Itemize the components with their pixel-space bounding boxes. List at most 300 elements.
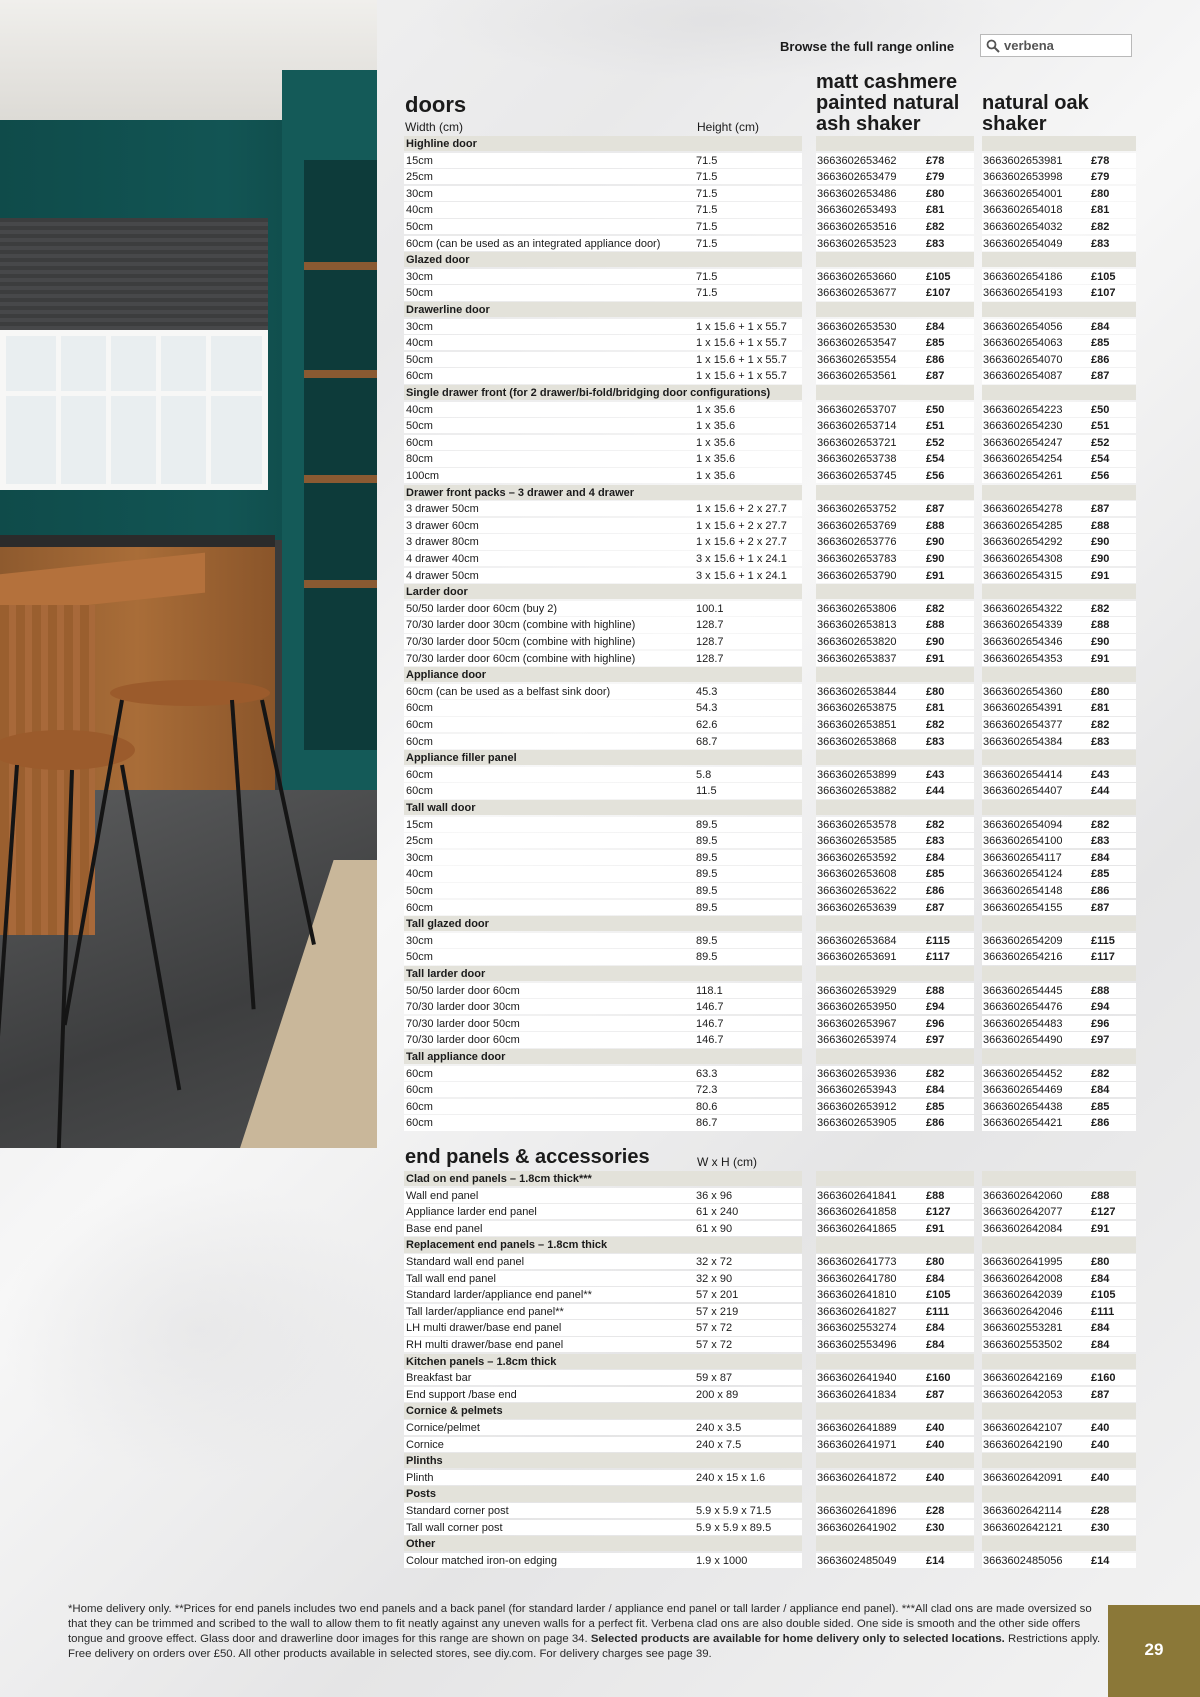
cell-background (982, 750, 1136, 765)
product-name: Tall wall corner post (406, 1521, 503, 1534)
footnote-text: *Home delivery only. **Prices for end panels includes two end panels and a back panel (for standard larder / appliance end panel or tall larder / appliance end panel). ***All clad ons are made oversized so that they can be trimmed and scribed to the wall to allow them to fit neatly against any uneven walls for a perfect fit. Verbena clad ons are also double sided. One side is smooth and the other side offers tongue and groove effect. Glass door and drawerline door images for this range are shown on page 34. (68, 1603, 1092, 1645)
price-ash: £87 (926, 901, 945, 914)
table-row (404, 734, 1132, 751)
product-size: 71.5 (696, 287, 718, 300)
table-row (404, 236, 1132, 253)
product-name: Tall larder/appliance end panel** (406, 1305, 564, 1318)
product-code-oak: 3663602654476 (983, 1001, 1063, 1014)
section-row (404, 136, 1132, 153)
product-code-ash: 3663602653769 (817, 519, 897, 532)
product-code-ash: 3663602653745 (817, 470, 897, 482)
section-title: Other (406, 1538, 436, 1551)
table-row (404, 1221, 1132, 1238)
price-ash: £88 (926, 984, 945, 997)
product-code-ash: 3663602641834 (817, 1388, 897, 1401)
product-size: 61 x 90 (696, 1222, 733, 1235)
table-row (404, 1553, 1132, 1570)
product-code-ash: 3663602653790 (817, 569, 897, 582)
product-name: 15cm (406, 818, 433, 831)
cell-background (982, 1453, 1136, 1468)
table-row (404, 1337, 1132, 1354)
table-row (404, 1032, 1132, 1049)
table-row (404, 169, 1132, 186)
product-name: 30cm (406, 187, 433, 200)
price-ash: £40 (926, 1471, 945, 1484)
kitchen-photo (0, 0, 377, 1148)
product-code-oak: 3663602642053 (983, 1388, 1063, 1401)
product-code-ash: 3663602641889 (817, 1422, 897, 1434)
product-name: 30cm (406, 270, 433, 283)
table-row (404, 617, 1132, 634)
product-name: 60cm (can be used as a belfast sink door) (406, 685, 611, 698)
table-row (404, 534, 1132, 551)
price-ash: £90 (926, 636, 945, 648)
price-ash: £86 (926, 885, 945, 897)
product-name: 30cm (406, 851, 433, 864)
table-row (404, 418, 1132, 435)
product-code-oak: 3663602642114 (983, 1505, 1062, 1517)
product-code-ash: 3663602653561 (817, 370, 897, 383)
product-name: 50cm (406, 951, 433, 964)
product-size: 62.6 (696, 719, 718, 731)
price-ash: £30 (926, 1521, 945, 1534)
product-code-oak: 3663602654223 (983, 403, 1063, 416)
cell-background (816, 485, 974, 500)
product-code-oak: 3663602654117 (983, 851, 1062, 864)
table-row (404, 1387, 1132, 1404)
search-field[interactable] (980, 34, 1132, 57)
cell-background (982, 1171, 1136, 1186)
price-oak: £83 (1091, 835, 1110, 848)
marble-texture (0, 1180, 400, 1480)
cell-background (982, 966, 1136, 981)
cell-background (982, 1354, 1136, 1369)
price-oak: £91 (1091, 1222, 1110, 1235)
product-name: 40cm (406, 868, 433, 881)
product-name: 70/30 larder door 50cm (combine with highline) (406, 636, 636, 648)
cell-background (816, 252, 974, 267)
product-name: Breakfast bar (406, 1372, 472, 1385)
product-code-oak: 3663602654230 (983, 420, 1063, 433)
product-code-ash: 3663602653530 (817, 320, 897, 333)
section-title: Highline door (406, 138, 477, 150)
product-size: 71.5 (696, 204, 718, 217)
table-row (404, 767, 1132, 784)
cell-background (404, 933, 802, 948)
price-ash: £81 (926, 702, 945, 715)
price-ash: £84 (926, 1339, 945, 1351)
price-ash: £84 (926, 1322, 945, 1335)
price-oak: £82 (1091, 221, 1110, 233)
section-row (404, 252, 1132, 269)
product-code-ash: 3663602653851 (817, 719, 897, 731)
cell-background (982, 302, 1136, 317)
product-size: 63.3 (696, 1067, 718, 1080)
price-oak: £90 (1091, 636, 1110, 648)
product-code-oak: 3663602654445 (983, 984, 1063, 997)
section-row (404, 1171, 1132, 1188)
cell-background (404, 1066, 802, 1081)
product-code-ash: 3663602653660 (817, 270, 897, 283)
product-size: 146.7 (696, 1001, 724, 1014)
product-name: 50cm (406, 885, 433, 897)
price-ash: £87 (926, 370, 945, 383)
table-row (404, 1503, 1132, 1520)
price-oak: £127 (1091, 1206, 1116, 1219)
price-oak: £90 (1091, 536, 1110, 549)
product-name: 60cm (can be used as an integrated appliance door) (406, 237, 661, 250)
product-code-ash: 3663602641841 (817, 1189, 897, 1202)
product-name: 70/30 larder door 60cm (406, 1034, 520, 1047)
section-row (404, 667, 1132, 684)
cell-background (404, 169, 802, 184)
product-size: 118.1 (696, 984, 723, 997)
product-code-oak: 3663602654155 (983, 901, 1063, 914)
product-code-ash: 3663602641773 (817, 1256, 897, 1268)
section-title: Appliance filler panel (406, 752, 517, 765)
table-row (404, 783, 1132, 800)
product-size: 3 x 15.6 + 1 x 24.1 (696, 569, 787, 582)
cell-background (404, 468, 802, 483)
section-row (404, 750, 1132, 767)
product-size: 1 x 35.6 (696, 403, 736, 416)
product-name: RH multi drawer/base end panel (406, 1339, 564, 1351)
price-ash: £80 (926, 1256, 945, 1268)
price-ash: £105 (926, 270, 951, 283)
table-row (404, 933, 1132, 950)
price-oak: £87 (1091, 901, 1110, 914)
cell-background (404, 734, 802, 749)
product-size: 57 x 72 (696, 1322, 733, 1335)
product-size: 240 x 15 x 1.6 (696, 1471, 766, 1484)
table-row (404, 319, 1132, 336)
product-name: Standard corner post (406, 1505, 509, 1517)
price-oak: £40 (1091, 1471, 1110, 1484)
cell-background (982, 667, 1136, 682)
price-ash: £87 (926, 503, 945, 516)
product-name: 60cm (406, 702, 433, 715)
product-code-ash: 3663602653929 (817, 984, 897, 997)
price-oak: £82 (1091, 1067, 1110, 1080)
product-code-ash: 3663602653738 (817, 453, 897, 466)
browse-range-label: Browse the full range online (780, 39, 955, 54)
table-row (404, 1287, 1132, 1304)
price-ash: £82 (926, 602, 945, 615)
price-oak: £80 (1091, 685, 1110, 698)
cell-background (982, 584, 1136, 599)
table-row (404, 1082, 1132, 1099)
product-code-oak: 3663602642190 (983, 1438, 1063, 1451)
table-row (404, 601, 1132, 618)
cell-background (404, 1453, 802, 1468)
price-oak: £84 (1091, 1322, 1110, 1335)
product-name: 50cm (406, 221, 433, 233)
product-code-ash: 3663602653783 (817, 553, 897, 565)
product-code-oak: 3663602654377 (983, 719, 1063, 731)
product-name: 50cm (406, 353, 433, 366)
price-oak: £85 (1091, 337, 1110, 350)
product-code-ash: 3663602653752 (817, 503, 897, 516)
price-ash: £14 (926, 1554, 945, 1567)
product-name: 50/50 larder door 60cm (buy 2) (406, 602, 558, 615)
price-oak: £54 (1091, 453, 1110, 466)
section-title: Kitchen panels – 1.8cm thick (406, 1355, 557, 1368)
price-oak: £85 (1091, 868, 1110, 881)
product-code-oak: 3663602654018 (983, 204, 1063, 217)
section-row (404, 385, 1132, 402)
product-code-oak: 3663602654483 (983, 1017, 1063, 1030)
table-row (404, 1520, 1132, 1537)
product-code-ash: 3663602641827 (817, 1305, 897, 1318)
product-size: 128.7 (696, 652, 724, 665)
product-name: 60cm (406, 1100, 433, 1113)
cell-background (816, 385, 974, 400)
product-size: 89.5 (696, 934, 718, 947)
product-code-ash: 3663602653578 (817, 818, 897, 831)
product-size: 57 x 72 (696, 1339, 733, 1351)
price-ash: £78 (926, 154, 945, 167)
cell-background (404, 418, 802, 433)
cell-background (404, 883, 802, 898)
product-name: Base end panel (406, 1222, 483, 1235)
cell-background (816, 136, 974, 151)
price-oak: £82 (1091, 602, 1110, 615)
cell-background (982, 1403, 1136, 1418)
cell-background (816, 800, 974, 815)
product-name: 60cm (406, 1067, 433, 1080)
footnote-bold: Selected products are available for home delivery only to selected locations. (590, 1633, 1005, 1645)
table-row (404, 850, 1132, 867)
footnote-text-end: Restrictions apply. Free delivery on orders over £50. All other products available in selected stores, see diy.com. For delivery charges see page 39. (68, 1633, 1101, 1660)
product-code-ash: 3663602653516 (817, 221, 897, 233)
product-code-oak: 3663602654094 (983, 818, 1063, 831)
cell-background (982, 1536, 1136, 1551)
price-oak: £88 (1091, 984, 1110, 997)
product-size: 89.5 (696, 901, 718, 914)
price-oak: £105 (1091, 1289, 1116, 1302)
product-code-ash: 3663602553274 (817, 1322, 897, 1335)
product-name: Wall end panel (406, 1189, 479, 1202)
product-code-oak: 3663602654124 (983, 868, 1063, 881)
product-size: 1 x 15.6 + 1 x 55.7 (696, 320, 787, 333)
product-code-ash: 3663602653691 (817, 951, 897, 964)
cell-background (404, 833, 802, 848)
price-ash: £83 (926, 835, 945, 848)
price-oak: £115 (1091, 934, 1115, 947)
price-ash: £160 (926, 1372, 951, 1385)
product-name: 60cm (406, 719, 433, 731)
product-size: 80.6 (696, 1100, 718, 1113)
col-heading-oak-shaker: natural oak shaker (982, 92, 1089, 135)
product-code-ash: 3663602653547 (817, 337, 897, 350)
product-code-oak: 3663602642077 (983, 1206, 1063, 1219)
product-name: 30cm (406, 320, 433, 333)
panels-heading: end panels & accessories (405, 1146, 650, 1168)
product-code-oak: 3663602654056 (983, 320, 1063, 333)
product-size: 86.7 (696, 1117, 718, 1130)
cell-background (982, 1237, 1136, 1252)
table-row (404, 451, 1132, 468)
product-code-oak: 3663602654186 (983, 270, 1063, 283)
product-size: 71.5 (696, 187, 718, 200)
section-row (404, 1237, 1132, 1254)
cell-background (404, 700, 802, 715)
product-size: 1 x 15.6 + 1 x 55.7 (696, 370, 787, 383)
table-row (404, 983, 1132, 1000)
product-size: 89.5 (696, 818, 718, 831)
price-ash: £96 (926, 1017, 945, 1030)
product-code-oak: 3663602653981 (983, 154, 1063, 167)
price-oak: £91 (1091, 652, 1110, 665)
table-row (404, 368, 1132, 385)
product-code-ash: 3663602653776 (817, 536, 897, 549)
table-row (404, 1066, 1132, 1083)
product-code-ash: 3663602553496 (817, 1339, 897, 1351)
price-oak: £86 (1091, 1117, 1110, 1130)
price-oak: £84 (1091, 320, 1110, 333)
product-size: 128.7 (696, 619, 724, 632)
product-code-oak: 3663602642107 (983, 1422, 1063, 1434)
product-code-ash: 3663602653486 (817, 187, 897, 200)
price-ash: £83 (926, 735, 945, 748)
cell-background (404, 269, 802, 284)
product-size: 5.9 x 5.9 x 89.5 (696, 1521, 772, 1534)
product-code-ash: 3663602641858 (817, 1206, 897, 1219)
product-code-ash: 3663602653882 (817, 785, 897, 798)
cell-background (982, 1049, 1136, 1064)
table-row (404, 866, 1132, 883)
cell-background (404, 850, 802, 865)
price-oak: £94 (1091, 1001, 1110, 1014)
table-row (404, 684, 1132, 701)
product-code-ash: 3663602653875 (817, 702, 897, 715)
section-row (404, 1536, 1132, 1553)
product-size: 71.5 (696, 171, 718, 184)
section-title: Drawerline door (406, 304, 490, 316)
price-ash: £94 (926, 1001, 945, 1014)
cell-background (404, 1099, 802, 1114)
product-code-oak: 3663602653998 (983, 171, 1063, 184)
price-oak: £82 (1091, 818, 1110, 831)
product-size: 5.9 x 5.9 x 71.5 (696, 1505, 772, 1517)
table-row (404, 1370, 1132, 1387)
product-code-ash: 3663602653967 (817, 1017, 897, 1030)
table-row (404, 833, 1132, 850)
product-size: 45.3 (696, 685, 718, 698)
table-row (404, 285, 1132, 302)
price-oak: £86 (1091, 885, 1110, 897)
price-oak: £86 (1091, 353, 1110, 366)
product-code-ash: 3663602653806 (817, 602, 897, 615)
cell-background (816, 667, 974, 682)
table-row (404, 700, 1132, 717)
product-size: 1 x 15.6 + 1 x 55.7 (696, 337, 787, 350)
product-size: 68.7 (696, 735, 718, 748)
price-oak: £90 (1091, 553, 1110, 565)
cell-background (816, 1049, 974, 1064)
product-name: 80cm (406, 453, 433, 466)
product-code-oak: 3663602654087 (983, 370, 1063, 383)
table-row (404, 1099, 1132, 1116)
product-code-ash: 3663602653493 (817, 204, 897, 217)
product-code-oak: 3663602642046 (983, 1305, 1063, 1318)
product-size: 32 x 72 (696, 1256, 733, 1268)
product-size: 89.5 (696, 868, 718, 881)
product-size: 5.8 (696, 768, 712, 781)
product-code-oak: 3663602654360 (983, 685, 1063, 698)
price-ash: £88 (926, 619, 945, 632)
cell-background (404, 219, 802, 234)
cell-background (404, 717, 802, 732)
product-size: 36 x 96 (696, 1189, 733, 1202)
product-name: Tall wall end panel (406, 1272, 496, 1285)
product-code-ash: 3663602653592 (817, 851, 897, 864)
cell-background (404, 1536, 802, 1551)
product-code-oak: 3663602485056 (983, 1554, 1063, 1567)
cell-background (816, 584, 974, 599)
product-code-ash: 3663602653813 (817, 619, 897, 632)
product-name: Plinth (406, 1471, 434, 1484)
table-row (404, 1271, 1132, 1288)
product-name: Cornice (406, 1438, 444, 1451)
section-row (404, 485, 1132, 502)
product-name: 4 drawer 50cm (406, 569, 479, 582)
price-oak: £14 (1091, 1554, 1110, 1567)
product-name: End support /base end (406, 1388, 517, 1401)
price-ash: £85 (926, 868, 945, 881)
price-oak: £82 (1091, 719, 1110, 731)
product-name: 70/30 larder door 30cm (406, 1001, 520, 1014)
product-code-oak: 3663602654100 (983, 835, 1063, 848)
cell-background (816, 1403, 974, 1418)
product-name: 60cm (406, 785, 433, 798)
cell-background (404, 451, 802, 466)
product-code-oak: 3663602654247 (983, 436, 1063, 449)
cell-background (404, 153, 802, 168)
product-name: 40cm (406, 403, 433, 416)
table-row (404, 634, 1132, 651)
cell-background (404, 1486, 802, 1501)
price-ash: £56 (926, 470, 945, 482)
price-ash: £40 (926, 1422, 945, 1434)
width-column-label: Width (cm) (405, 120, 463, 134)
table-row (404, 883, 1132, 900)
product-name: Cornice/pelmet (406, 1422, 480, 1434)
price-oak: £97 (1091, 1034, 1110, 1047)
product-name: 70/30 larder door 50cm (406, 1017, 520, 1030)
cell-background (982, 485, 1136, 500)
product-code-ash: 3663602641872 (817, 1471, 897, 1484)
section-title: Larder door (406, 586, 468, 599)
product-code-ash: 3663602653936 (817, 1067, 897, 1080)
product-name: 50cm (406, 287, 433, 300)
cell-background (816, 750, 974, 765)
product-size: 240 x 3.5 (696, 1422, 742, 1434)
product-code-oak: 3663602654193 (983, 287, 1063, 300)
section-title: Glazed door (406, 254, 470, 267)
product-code-oak: 3663602642084 (983, 1222, 1063, 1235)
product-name: 60cm (406, 735, 433, 748)
product-code-ash: 3663602641896 (817, 1505, 897, 1517)
price-ash: £82 (926, 221, 945, 233)
table-row (404, 999, 1132, 1016)
product-size: 89.5 (696, 851, 718, 864)
cell-background (404, 186, 802, 201)
product-code-ash: 3663602653462 (817, 154, 897, 167)
table-row (404, 402, 1132, 419)
product-name: 25cm (406, 835, 433, 848)
product-code-oak: 3663602654322 (983, 602, 1063, 615)
